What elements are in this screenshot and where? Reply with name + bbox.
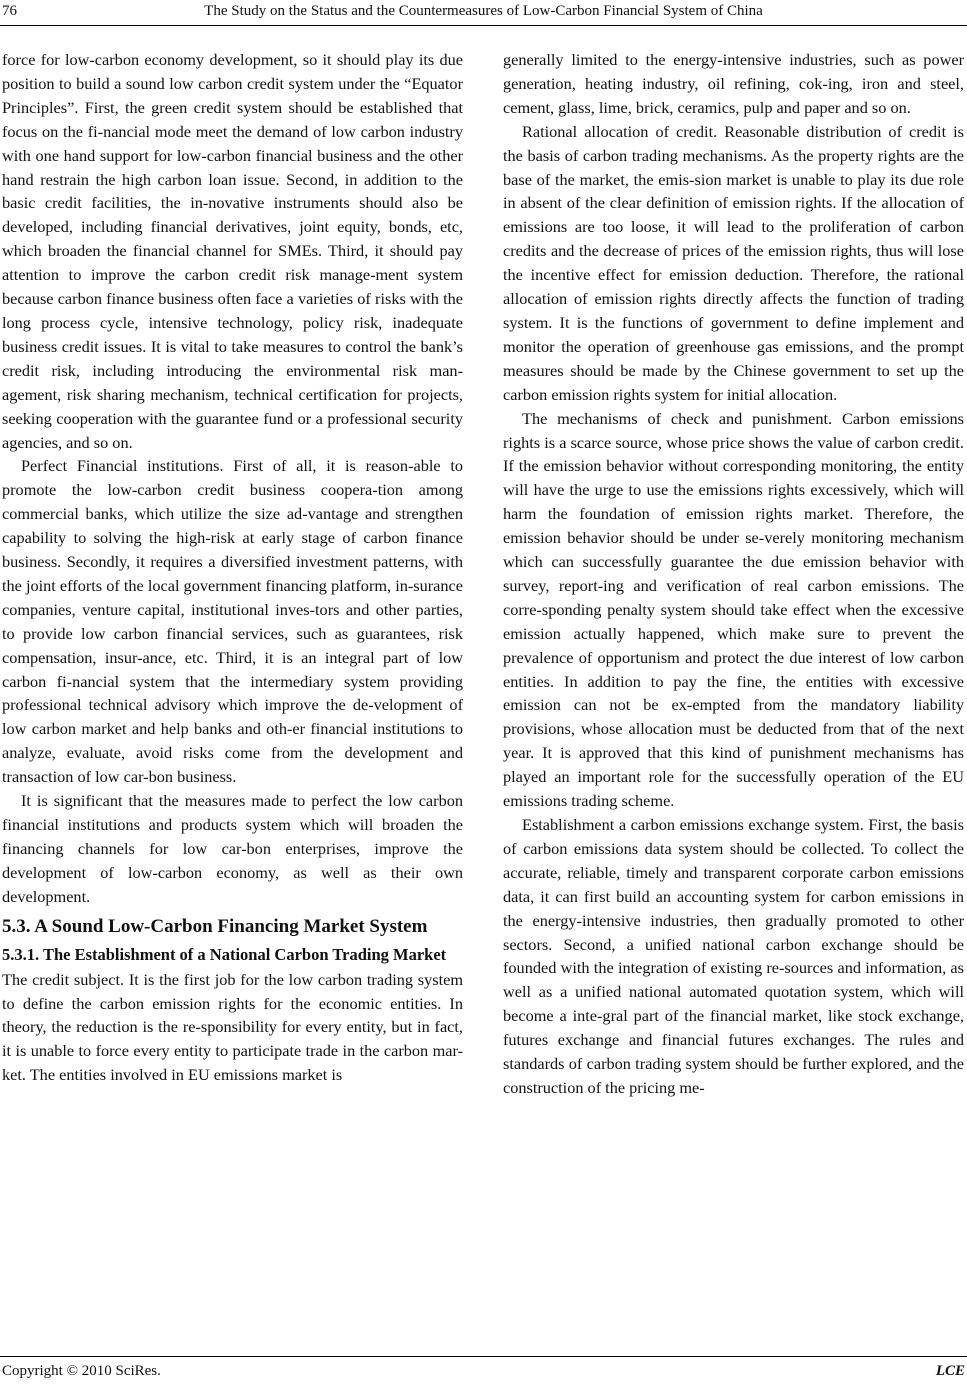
paragraph: It is significant that the measures made to perfect the low carbon financial institutions and products system which will broaden the financing channels for low car-bon enterprises, improve the development of low-carbon economy, as well as their own development. [2, 791, 463, 906]
page-footer [0, 1356, 967, 1380]
paragraph: generally limited to the energy-intensive industries, such as power generation, heating industry, oil refining, cok-ing, iron and steel, cement, glass, lime, brick, ceramics, pulp and paper and so on. [503, 50, 964, 117]
paragraph: force for low-carbon economy development, so it should play its due position to build a sound low carbon credit system under the “Equator Principles”. First, the green credit system should be established that focus on the fi-nancial mode meet the demand of low carbon industry with one hand support for low-carbon financial business and the other hand restrain the high carbon loan issue. Second, in addition to the basic credit facilities, the in-novative instruments should also be developed, including financial derivatives, joint equity, bonds, etc, which broaden the financial channel for SMEs. Third, it should pay attention to improve the carbon credit risk manage-ment system because carbon finance business often face a varieties of risks with the long process cycle, intensive technology, policy risk, inadequate business credit issues. It is vital to take measures to control the bank’s credit risk, including introducing the environmental risk man-agement, risk sharing mechanism, technical certification for projects, seeking cooperation with the guarantee fund or a professional security agencies, and so on. [2, 50, 463, 452]
page-header [0, 0, 967, 30]
paragraph: Establishment a carbon emissions exchange system. First, the basis of carbon emissions data system should be collected. To collect the accurate, reliable, timely and transparent corporate carbon emissions data, it can first build an accounting system for carbon emissions in the energy-intensive industries, then gradually promoted to other sectors. Second, a unified national carbon exchange should be founded with the integration of existing re-sources and information, as well as a unified national automated quotation system, which will become a inte-gral part of the financial market, like stock exchange, futures exchange and financial futures exchanges. The rules and standards of carbon trading system should be further explored, and the construction of the pricing me- [503, 815, 964, 1097]
paragraph: The credit subject. It is the first job for the low carbon trading system to define the carbon emission rights for the economic entities. In theory, the reduction is the re-sponsibility for every entity, but in fact, it is unable to force every entity to participate trade in the carbon mar-ket. The entities involved in EU emissions market is [2, 969, 463, 1085]
header-rule [0, 25, 967, 26]
page-number: 76 [2, 3, 17, 19]
paragraph: Rational allocation of credit. Reasonable distribution of credit is the basis of carbon trading mechanisms. As the property rights are the base of the market, the emis-sion market is unable to play its due role in absent of the clear definition of emission rights. If the allocation of emissions are too loose, it will lead to the proliferation of carbon credits and the decrease of prices of the emission rights, thus will lose the incentive effect for emission deduction. Therefore, the rational allocation of emission rights directly affects the function of trading system. It is the functions of government to define implement and monitor the operation of greenhouse gas emissions, and the prompt measures should be made by the Chinese government to set up the carbon emission rights system for initial allocation. [503, 121, 964, 404]
left-column [2, 48, 463, 1346]
right-column [503, 48, 964, 1346]
subsection-heading: 5.3.1. The Establishment of a National Carbon Trading Market [2, 944, 447, 964]
footer-rule [0, 1356, 967, 1357]
copyright-notice: Copyright © 2010 SciRes. [2, 1363, 161, 1379]
paragraph: Perfect Financial institutions. First of all, it is reason-able to promote the low-carbon credit business coopera-tion among commercial banks, which utilize the size ad-vantage and strengthen capability to solving the high-risk at early stage of carbon finance business. Secondly, it requires a diversified investment patterns, with the joint efforts of the local government financing platform, in-surance companies, venture capital, institutional inves-tors and other parties, to provide low carbon financial services, such as guarantees, risk compensation, insur-ance, etc. Third, it is an integral part of low carbon fi-nancial system that the intermediary system providing professional technical advisory which improve the de-velopment of low carbon market and help banks and oth-er financial institutions to analyze, evaluate, avoid risks come from the development and transaction of low car-bon business. [2, 456, 463, 787]
paragraph: The mechanisms of check and punishment. Carbon emissions rights is a scarce source, whose price shows the value of carbon credit. If the emission behavior without corresponding monitoring, the entity will have the urge to use the emissions rights excessively, which will harm the foundation of emission rights market. Therefore, the emission behavior should be under se-verely monitoring mechanism which can successfully guarantee the due emission behavior with survey, report-ing and verification of real carbon emissions. The corre-sponding penalty system should take effect when the excessive emission actually happened, which make sure to prevent the prevalence of opportunism and protect the due interest of low carbon entities. In addition to pay the fine, the entities with excessive emission can not be ex-empted from the mandatory liability provisions, whose allocation must be deducted from that of the next year. It is approved that this kind of punishment mechanisms has played an important role for the successfully operation of the EU emissions trading scheme. [503, 408, 964, 811]
journal-abbreviation: LCE [935, 1363, 965, 1379]
running-title: The Study on the Status and the Countermeasures of Low-Carbon Financial System of China [204, 3, 763, 19]
section-heading: 5.3. A Sound Low-Carbon Financing Market System [2, 915, 428, 937]
